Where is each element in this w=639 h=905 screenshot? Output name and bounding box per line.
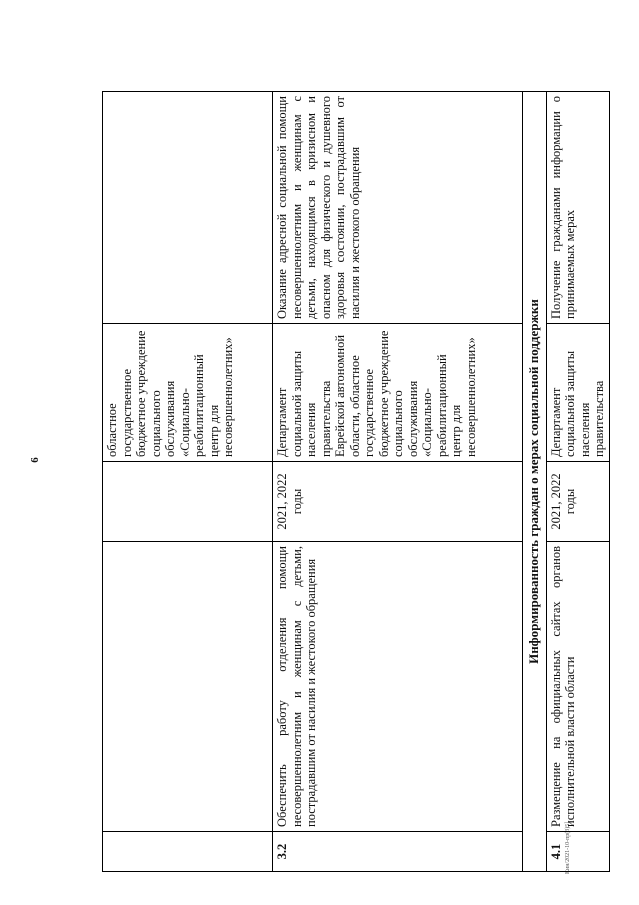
section-title: Информированность граждан о мерах социальной поддержки xyxy=(523,92,547,872)
table-row xyxy=(546,92,609,872)
years-cell: 2021, 2022 годы xyxy=(273,462,523,542)
rotated-table-page xyxy=(102,92,605,872)
measure-cell: Размещение на официальных сайтах органов исполнительной власти области xyxy=(546,542,609,832)
table-row xyxy=(273,92,523,872)
years-cell: 2021, 2022 годы xyxy=(546,462,609,542)
row-number: 3.2 xyxy=(273,832,523,872)
row-number xyxy=(103,832,273,872)
result-cell: Оказание адресной социальной помощи несовершеннолетним и женщинам с детьми, находящимся в кризисном и опасном для физического и душевного здоровья состоянии, пострадавшим от насилия и жестокого обращения xyxy=(273,92,523,324)
measure-cell xyxy=(103,542,273,832)
measure-cell: Обеспечить работу отделения помощи несовершеннолетним и женщинам с детьми, пострадавшим от насилия и жестокого обращения xyxy=(273,542,523,832)
result-cell: Получение гражданами информации о принимаемых мерах xyxy=(546,92,609,324)
result-cell xyxy=(103,92,273,324)
section-header-row xyxy=(523,92,547,872)
table-row xyxy=(103,92,273,872)
document-code: Кин/2021-10-пр(3)5] xyxy=(565,821,571,874)
executor-cell: областное государственное бюджетное учреждение социального обслуживания «Социально-реабилитационный центр для несовершеннолетних» xyxy=(103,324,273,462)
page-number: 6 xyxy=(28,457,41,463)
years-cell xyxy=(103,462,273,542)
executor-cell: Департамент социальной защиты населения правительства Еврейской автономной области, областное государственное бюджетное учреждение социального обслуживания «Социально-реабилитационный центр для несовершеннолетних» xyxy=(273,324,523,462)
executor-cell: Департамент социальной защиты населения правительства xyxy=(546,324,609,462)
row-number: 4.1 xyxy=(546,832,609,872)
measures-table xyxy=(102,91,610,872)
